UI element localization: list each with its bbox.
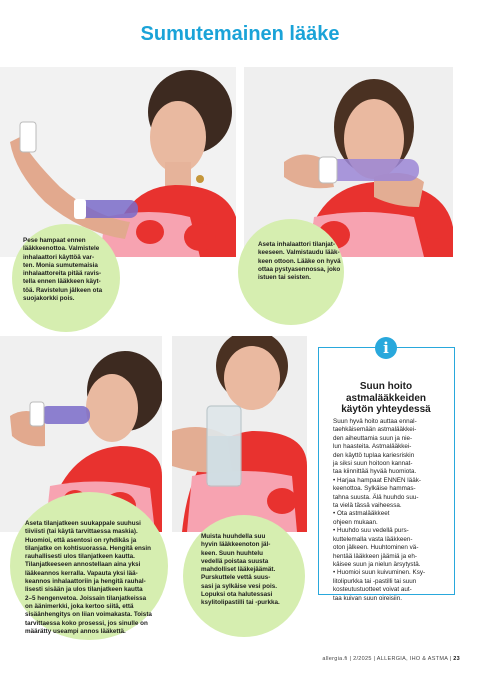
step-1-line: Pese hampaat ennen bbox=[23, 237, 86, 244]
step-4-line: Purskuttele vettä suus- bbox=[201, 574, 271, 582]
info-body-line: ja siksi suun hoitoon kannat- bbox=[333, 460, 413, 468]
step-3-line: keannos inhalaattoriin ja hengitä rauhal- bbox=[25, 578, 146, 586]
step-4-line: Lopuksi ota halutessasi bbox=[201, 591, 273, 599]
info-body-line: • Ota astmalääkkeet bbox=[333, 510, 390, 518]
step-2-line: keeseen. Valmistaudu lääk- bbox=[258, 249, 340, 257]
info-body-line: kuttelemalla vasta lääkkeen- bbox=[333, 535, 413, 543]
step-4-line: ksylitolipastilli tai -purkka. bbox=[201, 599, 280, 607]
step-3-line: tarvittaessa koko prosessi, jos sinulle on bbox=[25, 619, 148, 627]
info-title-line: käytön yhteydessä bbox=[341, 404, 431, 415]
info-body-line: kosteutustuotteet voivat aut- bbox=[333, 586, 412, 594]
info-title-line: astmalääkkeiden bbox=[345, 392, 427, 404]
step-4-line: keen. Suun huuhtelu bbox=[201, 549, 263, 557]
info-body-line: lun haasteita. Astmalääkkei- bbox=[333, 443, 412, 451]
info-body-line: taa kuivan suun oireisiin. bbox=[333, 594, 402, 602]
step-4-line: sasi ja sylkäise vesi pois. bbox=[201, 582, 277, 590]
step-1-line: inhalaattoreita pitää ravis- bbox=[23, 270, 102, 278]
step-3-line: määrätty useampi annos lääkettä. bbox=[25, 627, 126, 635]
page-footer bbox=[300, 656, 460, 662]
info-body-line: hentää lääkkeen jäämiä ja eh- bbox=[333, 552, 418, 560]
info-title-line: Suun hoito bbox=[359, 381, 413, 392]
step-1-line: inhalaattori käyttöä var- bbox=[23, 253, 95, 261]
step-3-line: rauhallisesti ulos tilanjatkeen kautta. bbox=[25, 553, 135, 561]
step-1-line: töä. Ravistelun jälkeen ota bbox=[23, 286, 103, 294]
step-3-line: lääkeannos kerralla. Vapauta yksi lää- bbox=[25, 569, 138, 577]
step-2-line: ottaa pystyasennossa, joko bbox=[258, 265, 341, 273]
step-1-text bbox=[23, 237, 102, 303]
photo-step-1 bbox=[0, 67, 236, 257]
info-body-line: • Harjaa hampaat ENNEN lääk- bbox=[333, 476, 421, 484]
step-3-line: on äänimerkki, joka kertoo siitä, että bbox=[25, 602, 134, 610]
step-1-line: lääkkeenottoa. Valmistele bbox=[23, 245, 100, 253]
info-body-line: litolipurkka tai -pastilli tai suun bbox=[333, 577, 417, 585]
info-icon: i bbox=[375, 337, 397, 359]
step-3-line: tilanjatke on kohtisuorassa. Hengitä ensin bbox=[25, 544, 151, 552]
info-body-line: oton jälkeen. Huuhtominen vä- bbox=[333, 544, 419, 552]
step-3-line: sisäänhengitys on liian voimakasta. Toista bbox=[25, 611, 152, 619]
info-body-line: taehkäisemään astmalääkkei- bbox=[333, 426, 417, 434]
info-body-line: keenottoa. Sylkäise hammas- bbox=[333, 485, 416, 493]
step-3-line: Aseta tilanjatkeen suukappale suuhusi bbox=[25, 520, 141, 527]
step-3-line: lisesti sisään ja ulos tilanjatkeen kautta bbox=[25, 586, 143, 594]
step-3-line: 2–5 hengenvetoa. Joissain tilanjatkeissa bbox=[25, 594, 147, 602]
step-2-line: Aseta inhalaattori tilanjat- bbox=[258, 241, 335, 248]
step-3-line: tiiviisti (tai käytä tarvittaessa maskia). bbox=[25, 528, 138, 536]
step-3-line: Tilanjatkeeseen annostellaan aina yksi bbox=[25, 561, 141, 569]
info-body-line: den käyttö tuplaa kariesriskin bbox=[333, 451, 415, 459]
step-1-line: ten. Monia sumutemaisia bbox=[23, 261, 98, 269]
step-2-text bbox=[258, 241, 341, 282]
info-body-line: ta vielä tässä vaiheessa. bbox=[333, 502, 402, 510]
step-1-line: tella ennen lääkkeen käyt- bbox=[23, 278, 101, 286]
step-2-line: istuen tai seisten. bbox=[258, 274, 311, 282]
info-body-line: käisee suun ja nielun ärsytystä. bbox=[333, 560, 421, 568]
step-3-line: Huomioi, että asentosi on ryhdikäs ja bbox=[25, 536, 137, 544]
info-body-line: tahna suusta. Älä huuhdo suu- bbox=[333, 493, 419, 501]
step-2-line: keen ottoon. Lääke on hyvä bbox=[258, 257, 341, 265]
info-body-line: • Huuhdo suu vedellä purs- bbox=[333, 527, 409, 535]
info-body-line: Suun hyvä hoito auttaa ennal- bbox=[333, 418, 417, 425]
step-4-line: hyvin lääkkeenoton jäl- bbox=[201, 541, 271, 549]
page-title: Sumutemainen lääke bbox=[140, 23, 340, 45]
step-4-line: vedellä poistaa suusta bbox=[201, 557, 269, 565]
photo-step-4 bbox=[172, 336, 307, 532]
info-body-line: den aiheuttamia suun ja nie- bbox=[333, 434, 413, 442]
info-body-line: ohjeen mukaan. bbox=[333, 518, 378, 526]
step-4-line: mahdolliset lääkejäämät. bbox=[201, 566, 276, 574]
step-4-text bbox=[201, 533, 280, 608]
info-title bbox=[322, 381, 450, 416]
info-body-line: taa kiinnittää hyvää huomiota. bbox=[333, 468, 417, 476]
info-body-line: • Huomioi suun kuivuminen. Ksy- bbox=[333, 569, 426, 577]
step-1-line: suojakorkki pois. bbox=[23, 295, 75, 303]
page-number: 23 bbox=[453, 656, 460, 662]
footer-text: allergia.fi | 2/2025 | ALLERGIA, IHO & ASTMA | bbox=[322, 656, 452, 662]
step-3-text bbox=[25, 520, 152, 636]
info-body bbox=[333, 418, 445, 603]
step-4-line: Muista huuhdella suu bbox=[201, 533, 266, 540]
